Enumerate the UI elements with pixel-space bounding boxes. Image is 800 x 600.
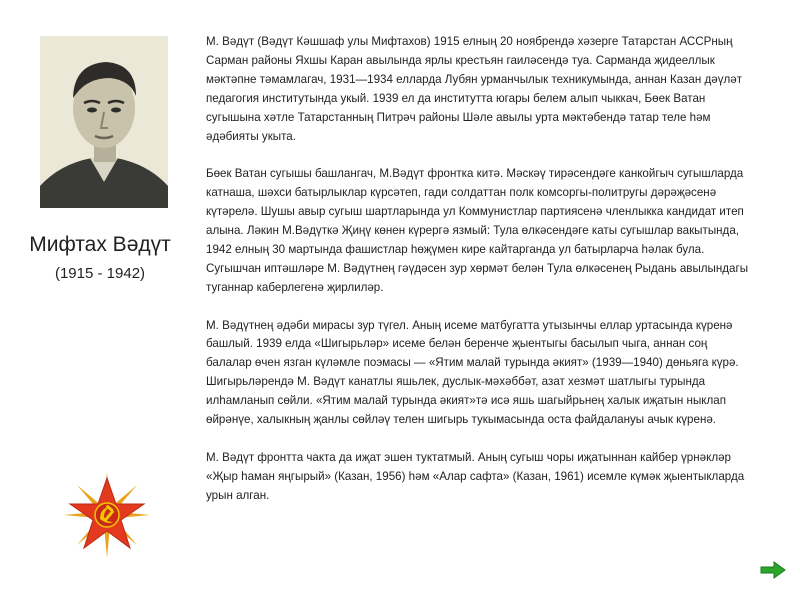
- biography-paragraph: М. Вәдүт (Вәдүт Кәшшаф улы Мифтахов) 1915 елның 20 ноябрендә хәзерге Татарстан АССРның Сарман районы Яхшы Каран авылында ярлы крестьян гаиләсендә туа. Сарманда җидееллык мәктәпне тәмамлагач, 1931—1934 елларда Лубян урманчылык техникумында, аннан Казан дәүләт педагогия институтында укый. 1939 ел да институтта югары белем алып чыккач, Бөек Ватан сугышына хәтле Татарстанның Питрәч районы Шәле авылы урта мәктәбендә татар теле һәм әдәбияты укыта.: [206, 35, 743, 143]
- biography-paragraph: М. Вәдүт фронтта чакта да иҗат эшен туктатмый. Аның сугыш чоры иҗатыннан кайбер үрнәкләр «Җыр һаман яңгырый» (Казан, 1956) һәм «Алар сафта» (Казан, 1961) исемле күмәк җыентыкларда урын алган.: [206, 450, 745, 502]
- biography-text: [206, 33, 756, 525]
- order-star-icon: [64, 472, 150, 558]
- biography-paragraph: М. Вәдүтнең әдәби мирасы зур түгел. Аның исеме матбугатта утызынчы еллар уртасында күренә башлый. 1939 елда «Шигырьләр» исеме белән беренче җыентыгы басылып чыга, аннан соң балалар өчен язган күләмле поэмасы — «Ятим малай турында әкият» (1939—1940) дөньяга күрә. Шигырьләрендә М. Вәдүт канатлы яшьлек, дуслык-мәхәббәт, азат хезмәт шатлыгы турында илһамланып сөйли. «Ятим малай турында әкият»тә исә яшь шагыйрьнең халык иҗатын ныклап өйрәнүе, халыкның җанлы сөйләү телен шигырь тукымасында оста файдалануы ачык күренә.: [206, 318, 739, 427]
- next-slide-button[interactable]: [760, 561, 786, 579]
- portrait-photo: [40, 36, 168, 208]
- biography-paragraph: Бөек Ватан сугышы башлангач, М.Вәдүт фронтка китә. Мәскәү тирәсендәге канкойгыч сугышларда катнаша, шәхси батырлыклар күрсәтеп, гади солдаттан полк комсоргы-политругы дәрәҗәсенә күтәрелә. Шушы авыр сугыш шартларында ул Коммунистлар партиясенә членлыкка кандидат итеп алына. Ләкин М.Вәдүткә Җиңү көнен күрергә язмый: Тула өлкәсендәге каты сугышлар вакытында, 1942 елның 30 мартында фашистлар һөҗүмен кире кайтарганда ул батырларча һәлак була. Сугышчан иптәшләре М. Вәдүтнең гәүдәсен зур хөрмәт белән Тула өлкәсенең Рыдань авылындагы туганнар каберлегенә җирлиләр.: [206, 167, 749, 294]
- order-star-emblem: [64, 472, 150, 558]
- portrait-photo-icon: [40, 36, 168, 208]
- next-arrow-icon: [760, 561, 786, 579]
- person-name: Мифтах Вәдүт: [29, 233, 171, 256]
- person-years: (1915 - 1942): [54, 265, 146, 282]
